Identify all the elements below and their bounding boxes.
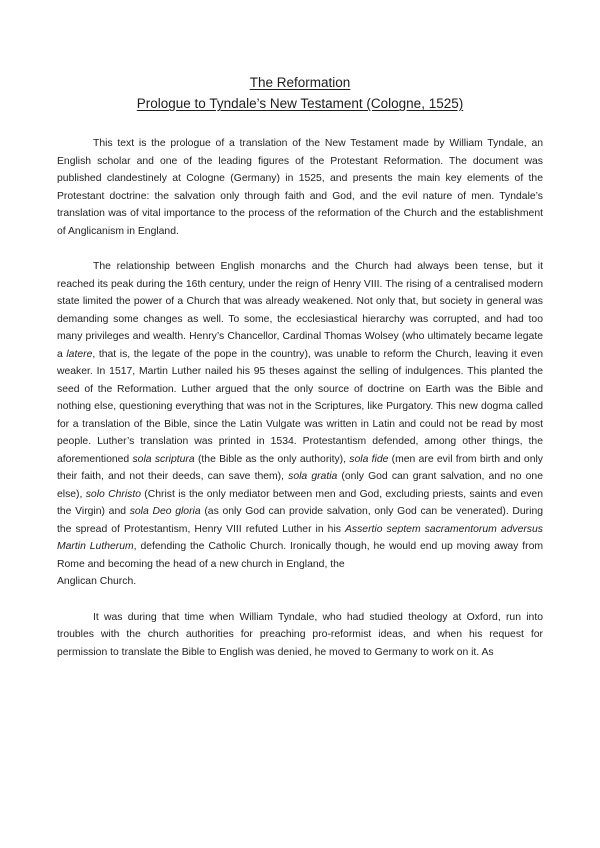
text-run: (Christ is the only mediator between men and God, excluding priests, saints and even the Virgin) and: [57, 488, 543, 517]
italic-text: sola gratia: [288, 471, 338, 482]
text-run: It was during that time when William Tyndale, who had studied theology at Oxford, run into troubles with the church authorities for preaching pro-reformist ideas, and when his request for permission to translate the Bible to English was denied, he moved to Germany to work on it. As: [57, 611, 543, 658]
italic-text: Assertio septem sacramentorum adversus Martin Lutherum: [57, 523, 543, 552]
text-run: (as only God can provide salvation, only God can be venerated). During the spread of Protestantism, Henry VIII refuted Luther in his: [57, 506, 544, 535]
text-run: This text is the prologue of a translation of the New Testament made by William Tyndale, an English scholar and one of the leading figures of the Protestant Reformation. The document was published clandestinely at Cologne (Germany) in 1525, and presents the main key elements of the Protestant doctrine: the salvation only through faith and God, and the evil nature of men. Tyndale’s translation was of vital importance to the process of the reformation of the Church and the establishment of Anglicanism in England.: [57, 138, 543, 237]
text-run: (men are evil from birth and only their faith, and not their deeds, can save them),: [57, 453, 543, 482]
text-run: Anglican Church.: [57, 576, 137, 587]
body-paragraph: [57, 135, 543, 240]
page-subtitle: Prologue to Tyndale’s New Testament (Cologne, 1525): [136, 96, 464, 111]
italic-text: latere: [66, 348, 93, 360]
italic-text: sola fide: [349, 453, 389, 465]
text-run: , defending the Catholic Church. Ironically though, he would end up moving away from Rome and becoming the head of a new church in England, the: [57, 541, 544, 570]
body-paragraph: [57, 258, 543, 591]
italic-text: solo Christo: [85, 488, 141, 500]
text-run: (the Bible as the only authority),: [194, 453, 350, 465]
body-paragraph: [57, 609, 543, 662]
page-title: The Reformation: [249, 75, 351, 90]
document-body: [57, 135, 543, 661]
text-run: , that is, the legate of the pope in the country), was unable to reform the Church, leaving it even weaker. In 1517, Martin Luther nailed his 95 theses against the selling of indulgences. This planted the seed of the Reformation. Luther argued that the only source of doctrine on Earth was the Bible and nothing else, questioning everything that was not in the Scriptures, like Purgatory. This new dogma called for a translation of the Bible, since the Latin Vulgate was written in Latin and could not be read by most people. Luther’s translation was printed in 1534. Protestantism defended, among other things, the aforementioned: [57, 348, 543, 465]
text-run: The relationship between English monarchs and the Church had always been tense, but it reached its peak during the 16th century, under the reign of Henry VIII. The rising of a centralised modern state limited the power of a Church that was already weakened. Not only that, but society in general was demanding some changes as well. To some, the ecclesiastical hierarchy was corrupted, and had too many privileges and wealth. Henry’s Chancellor, Cardinal Thomas Wolsey (who ultimately became legate a: [57, 261, 543, 360]
italic-text: sola scriptura: [132, 453, 195, 465]
text-run: (only God can grant salvation, and no one else),: [57, 471, 543, 500]
italic-text: sola Deo gloria: [129, 506, 201, 517]
